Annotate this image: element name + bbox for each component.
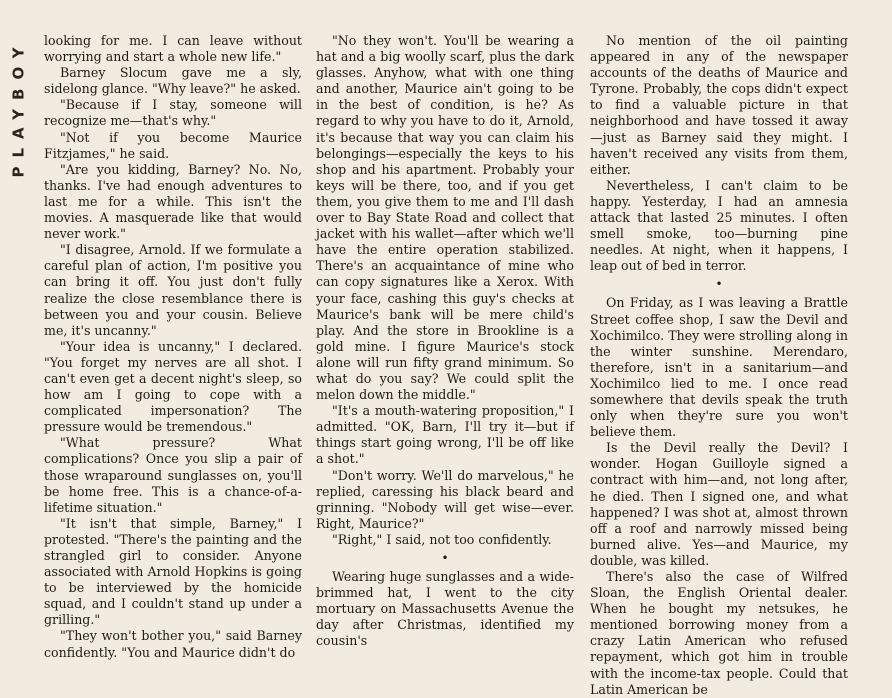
paragraph: No mention of the oil painting appeared in any of the newspaper accounts of the deaths of Maurice and Tyrone. Probably, the cops didn't expect to find a valuable picture in that neighborhood and have tossed it away—just as Barney said they might. I haven't received any visits from them, either. [590, 33, 848, 177]
paragraph: looking for me. I can leave without worrying and start a whole new life." [44, 33, 302, 65]
text-column-2 [316, 33, 574, 649]
paragraph: "It isn't that simple, Barney," I protested. "There's the painting and the strangled girl to consider. Anyone associated with Arnold Hopkins is going to be interviewed by the homicide squad, and I couldn't stand up under a grilling." [44, 515, 302, 628]
paragraph: "Are you kidding, Barney? No. No, thanks. I've had enough adventures to last me for a while. This isn't the movies. A masquerade like that would never work." [44, 161, 302, 242]
magazine-sidebar [6, 28, 32, 188]
paragraph: "Not if you become Maurice Fitzjames," he said. [44, 129, 302, 161]
paragraph: "No they won't. You'll be wearing a hat and a big woolly scarf, plus the dark glasses. Anyhow, what with one thing and another, Maurice ain't going to be in the best of condition, is he? As regard to why you have to do it, Arnold, it's because that way you can claim his belongings—especially the keys to his shop and his apartment. Probably your keys will be there, too, and if you get them, you give them to me and I'll dash over to Bay State Road and collect that jacket with his wallet—after which we'll have the entire operation stabilized. There's an acquaintance of mine who can copy signatures like a Xerox. With your face, cashing this guy's checks at Maurice's bank will be mere child's play. And the store in Brookline is a gold mine. I figure Maurice's stock alone will run fifty grand minimum. So what do you say? We could split the melon down the middle." [316, 33, 574, 403]
text-column-1 [44, 33, 302, 660]
paragraph: "I disagree, Arnold. If we formulate a careful plan of action, I'm positive you can bring it off. You just don't fully realize the close resemblance there is between you and your cousin. Believe me, it's uncanny." [44, 242, 302, 338]
section-separator: • [715, 277, 723, 292]
paragraph: Nevertheless, I can't claim to be happy. Yesterday, I had an amnesia attack that lasted 25 minutes. I often smell smoke, too—burning pine needles. At night, when it happens, I leap out of bed in terror. [590, 177, 848, 274]
paragraph: "They won't bother you," said Barney confidently. "You and Maurice didn't do [44, 628, 302, 660]
paragraph: Barney Slocum gave me a sly, sidelong glance. "Why leave?" he asked. [44, 65, 302, 97]
paragraph: On Friday, as I was leaving a Brattle Street coffee shop, I saw the Devil and Xochimilco. They were strolling along in the winter sunshine. Merendaro, therefore, isn't in a sanitarium—and Xochimilco lied to me. I once read somewhere that devils speak the truth only when they're sure you won't believe them. [590, 295, 848, 440]
paragraph: "Don't worry. We'll do marvelous," he replied, caressing his black beard and grinning. "Nobody will get wise—ever. Right, Maurice?" [316, 467, 574, 531]
paragraph: "It's a mouth-watering proposition," I admitted. "OK, Barn, I'll try it—but if things start going wrong, I'll be off like a shot." [316, 403, 574, 467]
paragraph: "Because if I stay, someone will recognize me—that's why." [44, 97, 302, 129]
paragraph: Wearing huge sunglasses and a wide-brimmed hat, I went to the city mortuary on Massachusetts Avenue the day after Christmas, identified my cousin's [316, 569, 574, 649]
paragraph: "Right," I said, not too confidently. [332, 531, 552, 547]
text-column-3 [590, 33, 848, 697]
paragraph: "Your idea is uncanny," I declared. "You forget my nerves are all shot. I can't even get a decent night's sleep, so how am I going to cope with a complicated impersonation? The pressure would be tremendous." [44, 338, 302, 435]
paragraph: There's also the case of Wilfred Sloan, the English Oriental dealer. When he bought my netsukes, he mentioned borrowing money from a crazy Latin American who refused repayment, which got him in trouble with the income-tax people. Could that Latin American be [590, 569, 848, 697]
paragraph: "What pressure? What complications? Once you slip a pair of those wraparound sunglasses on, you'll be home free. This is a chance-of-a-lifetime situation." [44, 435, 302, 515]
section-separator: • [441, 551, 449, 565]
magazine-name: PLAYBOY [10, 38, 29, 178]
paragraph: Is the Devil really the Devil? I wonder. Hogan Guilloyle signed a contract with him—and, not long after, he died. Then I signed one, and what happened? I was shot at, almost thrown off a roof and narrowly missed being burned alive. Yes—and Maurice, my double, was killed. [590, 440, 848, 568]
